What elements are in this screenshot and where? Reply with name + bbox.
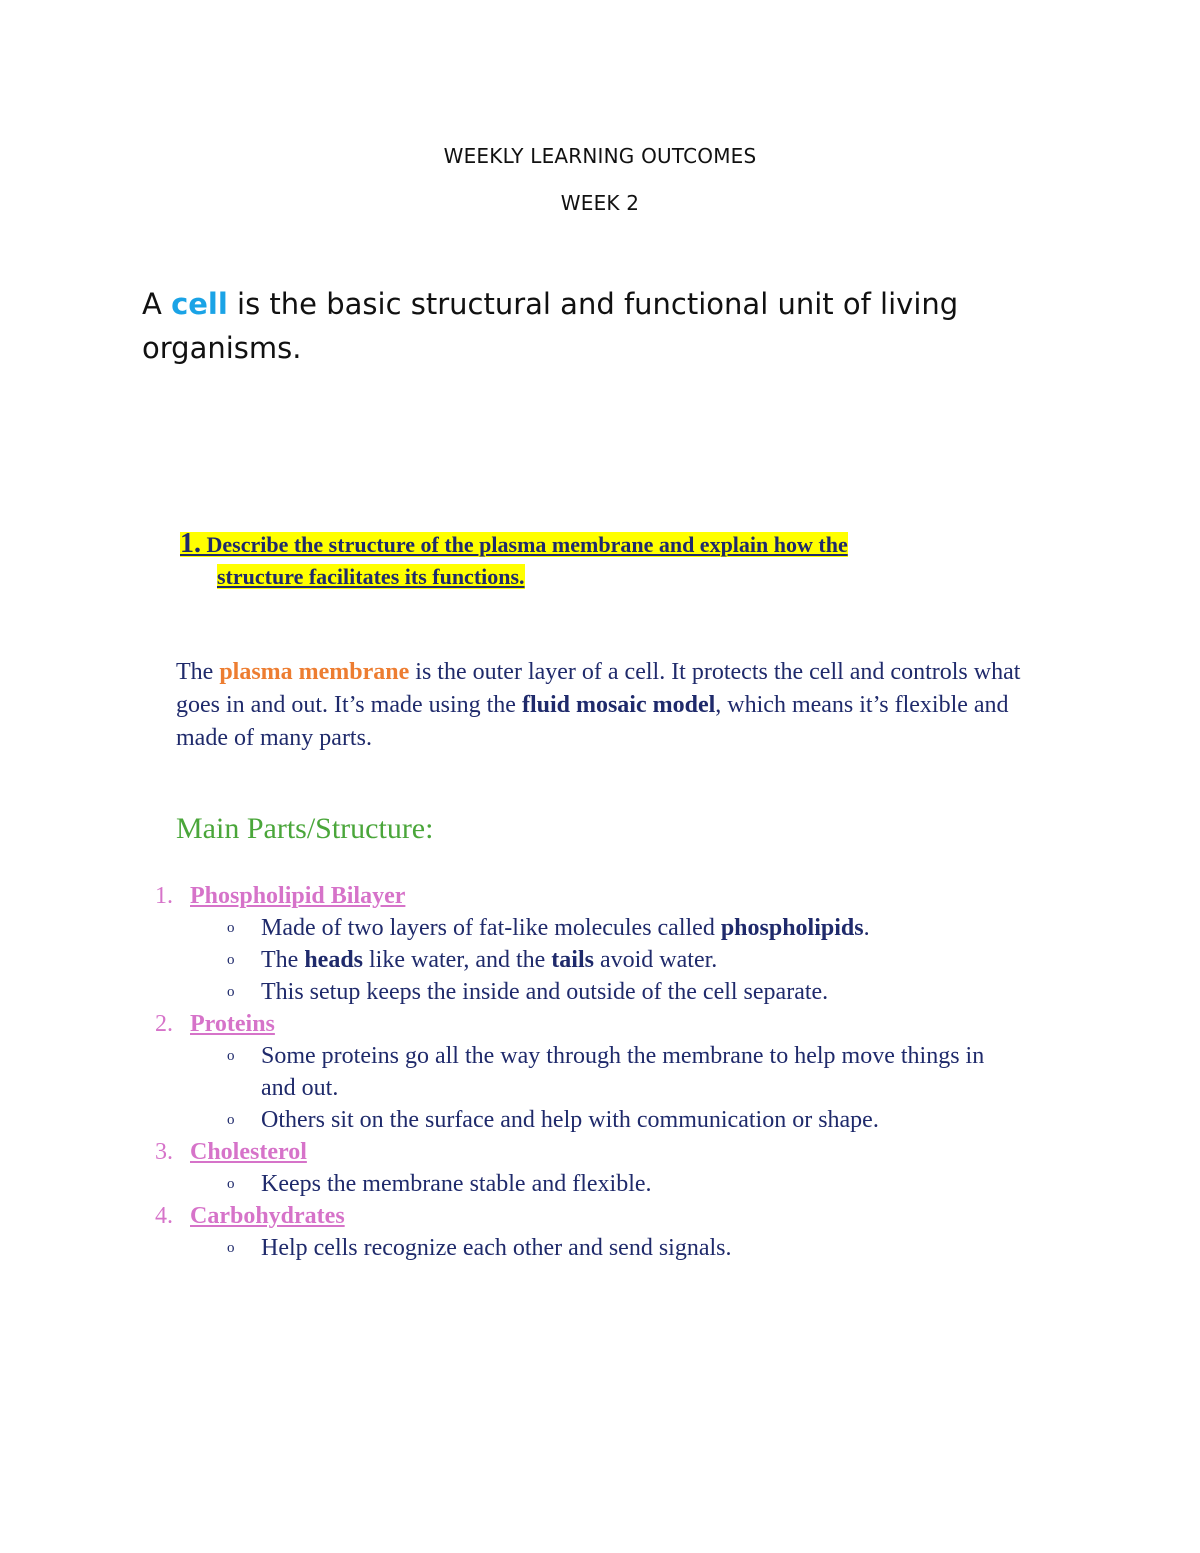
list-item xyxy=(150,1008,1050,1040)
list-number: 4. xyxy=(155,1203,173,1229)
bullet-text: Others sit on the surface and help with communication or shape. xyxy=(261,1107,879,1133)
term-plasma-membrane: plasma membrane xyxy=(219,659,410,685)
bullet-circle-icon: o xyxy=(227,1112,235,1128)
term-fluid-mosaic-model: fluid mosaic model xyxy=(521,692,716,718)
intro-definition xyxy=(142,282,1062,370)
bullet-text: Some proteins go all the way through the membrane to help move things in and out. xyxy=(261,1043,985,1101)
list-item xyxy=(150,1200,1050,1232)
bullet-item xyxy=(150,912,1050,944)
question-line-2: structure facilitates its functions. xyxy=(217,564,525,589)
bullet-text: like water, and the xyxy=(363,947,552,973)
plasma-membrane-paragraph xyxy=(176,656,1046,755)
intro-keyword-cell: cell xyxy=(171,287,228,321)
question-line-1: Describe the structure of the plasma membrane and explain how the xyxy=(206,532,848,557)
term-phospholipids: phospholipids xyxy=(720,915,864,941)
question-number: 1. xyxy=(180,528,201,559)
parts-list xyxy=(150,880,1050,1264)
bullet-item xyxy=(150,1104,1050,1136)
bullet-text: Keeps the membrane stable and flexible. xyxy=(261,1171,652,1197)
part-title: Phospholipid Bilayer xyxy=(190,883,406,909)
list-item xyxy=(150,880,1050,912)
bullet-text: Made of two layers of fat-like molecules called xyxy=(261,915,721,941)
bullet-text: Help cells recognize each other and send signals. xyxy=(261,1235,732,1261)
bullet-circle-icon: o xyxy=(227,952,235,968)
bullet-circle-icon: o xyxy=(227,984,235,1000)
list-item xyxy=(150,1136,1050,1168)
intro-prefix: A xyxy=(142,287,172,321)
bullet-circle-icon: o xyxy=(227,1176,235,1192)
term-tails: tails xyxy=(551,947,594,973)
paragraph-text: , which means it’s flexible and made of many parts. xyxy=(176,692,1009,751)
bullet-text: The xyxy=(261,947,305,973)
section-heading: Main Parts/Structure: xyxy=(176,812,434,845)
part-title: Carbohydrates xyxy=(190,1203,345,1229)
bullet-text: avoid water. xyxy=(593,947,718,973)
list-number: 1. xyxy=(155,883,173,909)
bullet-text: This setup keeps the inside and outside of the cell separate. xyxy=(261,979,829,1005)
part-title: Proteins xyxy=(190,1011,275,1037)
document-subtitle: WEEK 2 xyxy=(560,191,640,215)
bullet-item xyxy=(150,944,1050,976)
intro-rest: is the basic structural and functional unit of living organisms. xyxy=(142,287,959,365)
bullet-circle-icon: o xyxy=(227,1048,235,1064)
paragraph-text: The xyxy=(176,659,220,685)
bullet-item xyxy=(150,1168,1050,1200)
bullet-item xyxy=(150,1040,1001,1104)
learning-question xyxy=(180,528,1040,593)
term-heads: heads xyxy=(304,947,363,973)
bullet-item xyxy=(150,1232,1050,1264)
bullet-circle-icon: o xyxy=(227,920,235,936)
bullet-item xyxy=(150,976,1050,1008)
document-title: WEEKLY LEARNING OUTCOMES xyxy=(443,144,757,168)
part-title: Cholesterol xyxy=(190,1139,307,1165)
list-number: 2. xyxy=(155,1011,173,1037)
bullet-circle-icon: o xyxy=(227,1240,235,1256)
paragraph-text: is the outer layer of a cell. It protects the cell and controls what goes in and out. It’s made using the xyxy=(176,659,1021,718)
bullet-text: . xyxy=(863,915,870,941)
list-number: 3. xyxy=(155,1139,173,1165)
